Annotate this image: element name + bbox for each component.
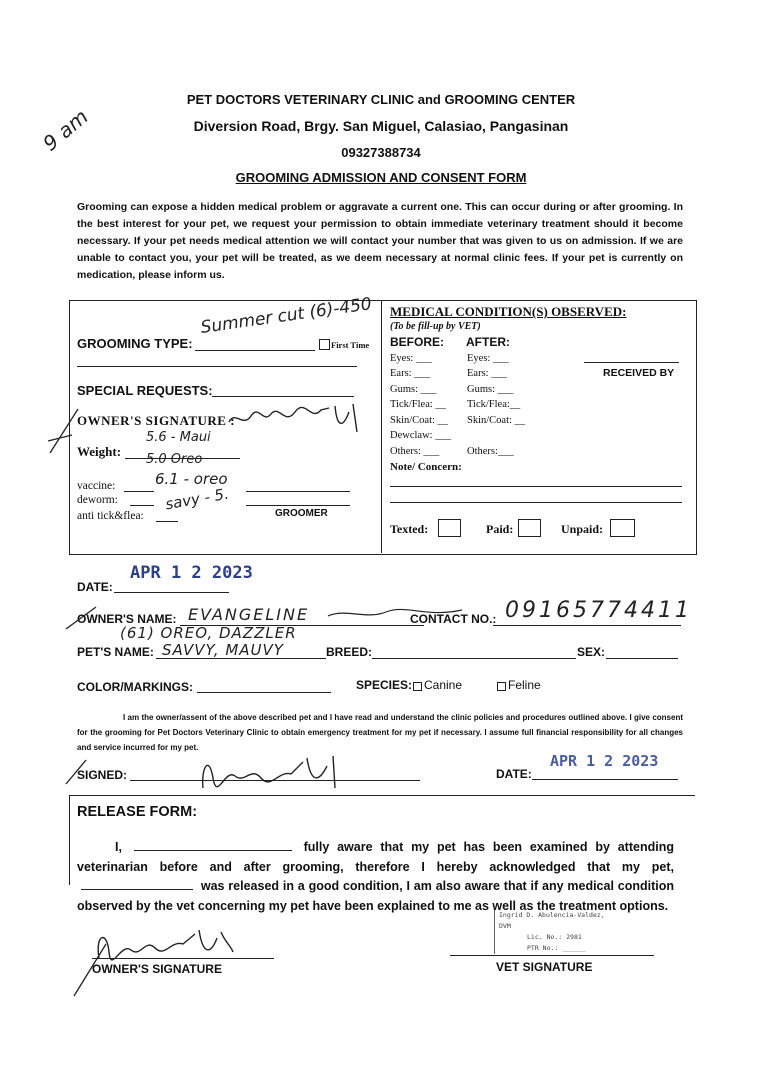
before-item: Skin/Coat: __ bbox=[390, 415, 449, 426]
after-item: Eyes: ___ bbox=[467, 353, 509, 364]
after-item: Others:___ bbox=[467, 446, 514, 457]
deworm-field-2[interactable] bbox=[246, 505, 350, 506]
special-requests-field[interactable] bbox=[212, 396, 354, 397]
before-item: Others: ___ bbox=[390, 446, 440, 457]
vet-stamp-name: Ingrid D. Abulencia-Valdez, DVM bbox=[499, 911, 605, 930]
release-owner-signature-line[interactable] bbox=[92, 958, 274, 959]
unpaid-checkbox[interactable] bbox=[610, 519, 635, 537]
paid-checkbox[interactable] bbox=[518, 519, 541, 537]
texted-label: Texted: bbox=[390, 522, 429, 536]
release-paragraph bbox=[77, 838, 674, 916]
release-pet-field[interactable] bbox=[81, 878, 193, 890]
breed-label: BREED: bbox=[326, 645, 373, 659]
first-time-checkbox[interactable] bbox=[319, 339, 330, 350]
release-text-1: fully aware that my pet has been examined by attending veterinarian before and after grooming, therefore I hereby acknowledged that my pet, bbox=[77, 840, 674, 874]
owner-signature-mark bbox=[42, 405, 82, 460]
release-box-left-edge bbox=[69, 795, 70, 885]
consent-date-label: DATE: bbox=[496, 767, 532, 781]
grooming-type-field[interactable] bbox=[195, 350, 315, 351]
anti-tick-label: anti tick&flea: bbox=[77, 510, 144, 522]
color-markings-label: COLOR/MARKINGS: bbox=[77, 680, 193, 694]
panel-divider bbox=[381, 301, 382, 553]
note-line-2[interactable] bbox=[390, 502, 682, 503]
after-item: Tick/Flea:__ bbox=[467, 399, 521, 410]
vet-stamp bbox=[494, 910, 614, 954]
owner-signature-scribble bbox=[225, 398, 370, 438]
release-owner-signature-label: OWNER'S SIGNATURE bbox=[92, 962, 222, 976]
canine-checkbox[interactable] bbox=[413, 682, 422, 691]
feline-label: Feline bbox=[508, 678, 541, 692]
deworm-field[interactable] bbox=[130, 505, 154, 506]
note-line-1[interactable] bbox=[390, 486, 682, 487]
grooming-type-field-2[interactable] bbox=[77, 366, 357, 367]
grooming-type-label: GROOMING TYPE: bbox=[77, 336, 193, 351]
anti-tick-field[interactable] bbox=[156, 521, 178, 522]
grooming-type-value: Summer cut (6)-450 bbox=[199, 294, 373, 338]
received-by-label: RECEIVED BY bbox=[603, 367, 675, 379]
vaccine-label: vaccine: bbox=[77, 480, 116, 492]
date-label: DATE: bbox=[77, 580, 113, 594]
weight-value-2: 5.0 Oreo bbox=[146, 452, 203, 467]
release-separator bbox=[69, 795, 695, 796]
medical-condition-title: MEDICAL CONDITION(S) OBSERVED: bbox=[390, 304, 627, 319]
before-label: BEFORE: bbox=[390, 335, 444, 349]
vet-signature-label: VET SIGNATURE bbox=[496, 960, 593, 974]
contact-label: CONTACT NO.: bbox=[410, 612, 497, 626]
feline-checkbox[interactable] bbox=[497, 682, 506, 691]
signed-label: SIGNED: bbox=[77, 768, 128, 782]
first-time-label: First Time bbox=[331, 340, 370, 350]
release-form-title: RELEASE FORM: bbox=[77, 804, 198, 820]
pet-name-label: PET'S NAME: bbox=[77, 645, 154, 659]
after-item: Gums: ___ bbox=[467, 384, 514, 395]
before-item: Eyes: ___ bbox=[390, 353, 432, 364]
consent-paragraph: I am the owner/assent of the above described pet and I have read and understand the clinic policies and procedures outlined above. I give consent for the grooming for Pet Doctors Veterinary Clinic to obtain emergency treatment for my pet if necessary. I assume full financial responsibility for all changes and service incurred for my pet. bbox=[77, 713, 683, 752]
deworm-label: deworm: bbox=[77, 494, 118, 506]
species-label: SPECIES: bbox=[356, 678, 413, 692]
medical-condition-subtitle: (To be fill-up by VET) bbox=[390, 321, 481, 332]
after-item: Skin/Coat: __ bbox=[467, 415, 526, 426]
before-item: Gums: ___ bbox=[390, 384, 437, 395]
canine-label: Canine bbox=[424, 678, 463, 692]
pet-name-value-2: SAVVY, MAUVY bbox=[162, 641, 284, 659]
weight-value-1: 5.6 - Maui bbox=[146, 430, 211, 445]
date-field[interactable] bbox=[114, 592, 229, 593]
deworm-value: savy - 5. bbox=[163, 484, 231, 514]
owner-signature-label: OWNER'S SIGNATURE : bbox=[77, 413, 236, 428]
owner-name-mark bbox=[60, 603, 100, 633]
release-text-2: was released in a good condition, I am also aware that if any medical condition observed by the vet concerning my pet have been explained to me as well as the treatment options. bbox=[77, 879, 674, 913]
sex-field[interactable] bbox=[606, 658, 678, 659]
date-stamp: APR 1 2 2023 bbox=[130, 563, 253, 583]
vet-stamp-license: Lic. No.: 2981 bbox=[527, 933, 582, 941]
vaccine-field[interactable] bbox=[124, 491, 154, 492]
special-requests-label: SPECIAL REQUESTS: bbox=[77, 383, 213, 398]
after-item: Ears: ___ bbox=[467, 368, 507, 379]
clinic-phone: 09327388734 bbox=[341, 145, 421, 160]
signed-mark bbox=[60, 758, 90, 788]
release-text-i: I, bbox=[115, 840, 122, 854]
texted-checkbox[interactable] bbox=[438, 519, 461, 537]
before-item: Dewclaw: ___ bbox=[390, 430, 451, 441]
breed-field[interactable] bbox=[372, 658, 576, 659]
contact-value: 09165774411 bbox=[505, 598, 692, 623]
consent-date-stamp: APR 1 2 2023 bbox=[550, 752, 659, 770]
owner-name-value: EVANGELINE bbox=[188, 605, 310, 624]
consent-signature-scribble bbox=[195, 748, 345, 796]
vaccine-field-2[interactable] bbox=[246, 491, 350, 492]
clinic-address: Diversion Road, Brgy. San Miguel, Calasiao, Pangasinan bbox=[193, 118, 569, 134]
release-name-field[interactable] bbox=[134, 839, 292, 851]
handwritten-time-note: 9 am bbox=[38, 104, 93, 156]
vet-stamp-ptr: PTR No.: ______ bbox=[527, 944, 586, 952]
note-label: Note/ Concern: bbox=[390, 461, 462, 473]
after-label: AFTER: bbox=[466, 335, 510, 349]
contact-field[interactable] bbox=[493, 625, 681, 626]
unpaid-label: Unpaid: bbox=[561, 522, 604, 536]
before-item: Ears: ___ bbox=[390, 368, 430, 379]
received-by-line[interactable] bbox=[584, 362, 679, 363]
weight-label: Weight: bbox=[77, 444, 122, 459]
clinic-name: PET DOCTORS VETERINARY CLINIC and GROOMING CENTER bbox=[186, 92, 576, 107]
groomer-label: GROOMER bbox=[275, 508, 328, 519]
intro-paragraph: Grooming can expose a hidden medical problem or aggravate a current one. This can occur during or after grooming. In the best interest for your pet, we request your permission to obtain immediate veterinary treatment should it become necessary. If your pet needs medical attention we will contact your number that was given to us on admission. If we are unable to contact you, your pet will be treated, as we deem necessary at normal clinic fees. If your pet is currently on medication, please inform us. bbox=[77, 201, 683, 281]
pet-name-value-1: (61) OREO, DAZZLER bbox=[120, 624, 297, 642]
sex-label: SEX: bbox=[577, 645, 606, 659]
color-markings-field[interactable] bbox=[197, 692, 331, 693]
paid-label: Paid: bbox=[486, 522, 514, 536]
form-title: GROOMING ADMISSION AND CONSENT FORM bbox=[235, 170, 527, 185]
vaccine-value: 6.1 - oreo bbox=[155, 470, 228, 488]
owner-name-label: OWNER'S NAME: bbox=[77, 612, 177, 626]
consent-date-field[interactable] bbox=[532, 779, 678, 780]
vet-signature-line[interactable] bbox=[450, 955, 654, 956]
before-item: Tick/Flea: __ bbox=[390, 399, 446, 410]
